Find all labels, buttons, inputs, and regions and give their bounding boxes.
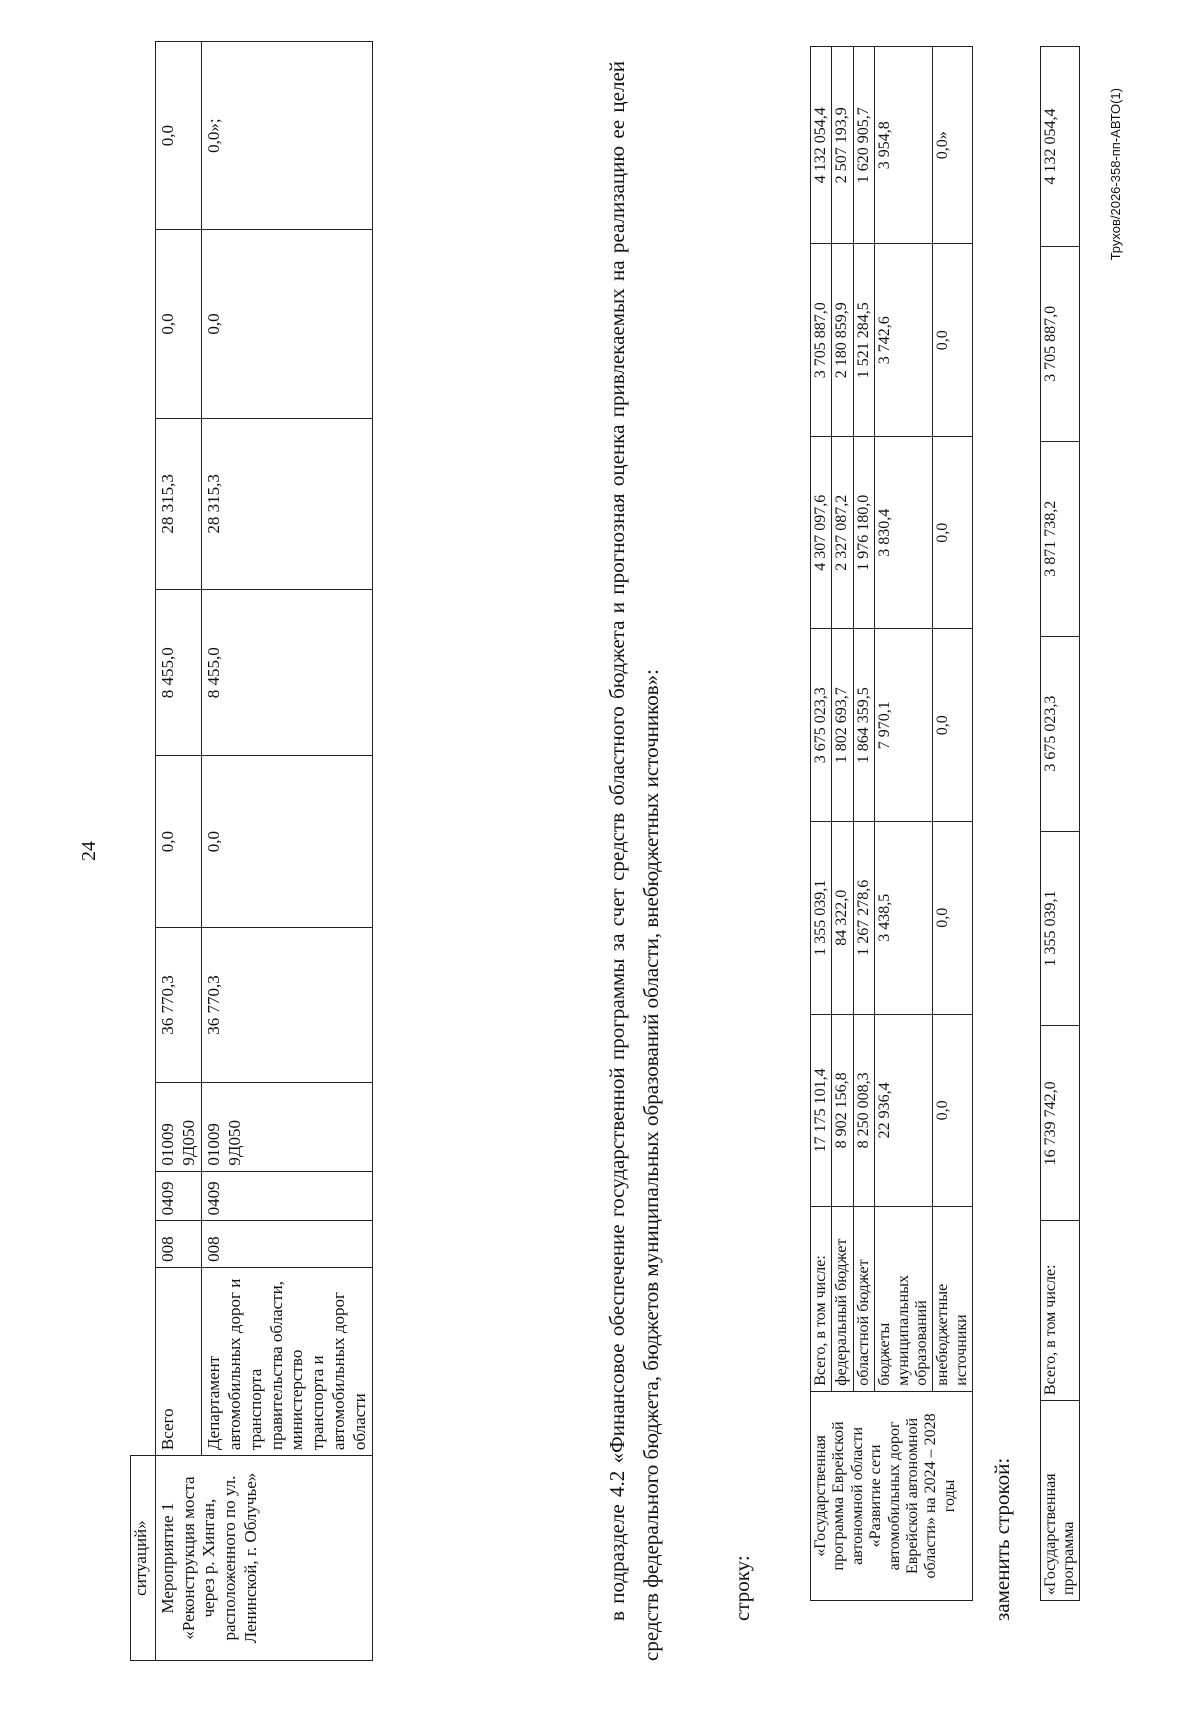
- value-cell: 4 307 097,6: [811, 436, 832, 629]
- csr-cell: 01009 9Д050: [156, 1082, 202, 1171]
- measures-table: [130, 41, 373, 1661]
- measure-title: Мероприятие 1: [158, 1502, 177, 1614]
- table-row: [202, 42, 373, 1661]
- rzpr-cell: 0409: [202, 1171, 373, 1221]
- value-cell: 0,0: [933, 629, 973, 822]
- value-cell: 17 175 101,4: [811, 1014, 832, 1207]
- source-cell: Всего, в том числе:: [1041, 1221, 1080, 1401]
- value-cell: 3 830,4: [875, 436, 933, 629]
- value-cell: 1 976 180,0: [853, 436, 874, 629]
- grbs-cell: 008: [156, 1221, 202, 1268]
- financing-table: [810, 46, 973, 1601]
- value-cell: 28 315,3: [156, 418, 202, 590]
- source-cell: областной бюджет: [853, 1207, 874, 1392]
- table-row: [811, 47, 832, 1601]
- value-cell: 4 132 054,4: [811, 47, 832, 244]
- value-cell: 0,0: [156, 230, 202, 418]
- value-cell: 28 315,3: [202, 418, 373, 590]
- row-label-replacement: заменить строкой:: [990, 1457, 1014, 1621]
- source-cell: Всего, в том числе:: [811, 1207, 832, 1392]
- table-row: [875, 47, 933, 1601]
- value-cell: 8 250 008,3: [853, 1014, 874, 1207]
- executor-cell: Департамент автомобильных дорог и транспорта правительства области, министерство транспорта и автомобильных дорог области: [202, 1267, 373, 1455]
- document-code: Трухов/2026-358-пп-АВТО(1): [1108, 88, 1123, 261]
- executor-cell: Всего: [156, 1267, 202, 1455]
- value-cell: 16 739 742,0: [1041, 1026, 1080, 1221]
- table-row: [1041, 47, 1080, 1601]
- value-cell: 3 438,5: [875, 822, 933, 1015]
- value-cell: 1 802 693,7: [832, 629, 853, 822]
- program-cell: «Государственная программа Еврейской автономной области «Развитие сети автомобильных дорог Еврейской автономной области» на 2024 – 2028 годы: [811, 1391, 973, 1600]
- table-row: [853, 47, 874, 1601]
- program-cell: «Государственная программа: [1041, 1401, 1080, 1601]
- value-cell: 7 970,1: [875, 629, 933, 822]
- table-row: [933, 47, 973, 1601]
- value-cell: 3 954,8: [875, 47, 933, 244]
- value-cell: 2 507 193,9: [832, 47, 853, 244]
- value-cell: 0,0: [202, 756, 373, 928]
- value-cell: 1 267 278,6: [853, 822, 874, 1015]
- value-cell: 1 355 039,1: [1041, 831, 1080, 1026]
- value-cell: 0,0: [933, 244, 973, 437]
- row-label-original: строку:: [730, 1555, 754, 1621]
- value-cell: 22 936,4: [875, 1014, 933, 1207]
- value-cell: 2 180 859,9: [832, 244, 853, 437]
- page-number: 24: [78, 841, 100, 861]
- value-cell: 0,0: [933, 436, 973, 629]
- table-row: [156, 42, 202, 1661]
- amendment-paragraph: в подразделе 4.2 «Финансовое обеспечение государственной программы за счет средств областного бюджета и прогнозная оценка привлекаемых на реализацию ее целей средств федерального бюджета, бюджетов муниципальных образований области, внебюджетных источников»:: [605, 61, 663, 1661]
- value-cell: 0,0: [156, 756, 202, 928]
- value-cell: 36 770,3: [202, 927, 373, 1082]
- measure-cell: [156, 1456, 373, 1661]
- value-cell: 36 770,3: [156, 927, 202, 1082]
- value-cell: 0,0: [933, 822, 973, 1015]
- value-cell: 4 132 054,4: [1041, 47, 1080, 247]
- value-cell: 3 675 023,3: [1041, 636, 1080, 831]
- csr-cell: 01009 9Д050: [202, 1082, 373, 1171]
- value-cell: 8 455,0: [202, 590, 373, 756]
- grbs-cell: 008: [202, 1221, 373, 1268]
- situation-row: [131, 42, 156, 1661]
- value-cell: 3 742,6: [875, 244, 933, 437]
- value-cell: 0,0: [202, 230, 373, 418]
- value-cell: 1 620 905,7: [853, 47, 874, 244]
- value-cell: 0,0»;: [202, 42, 373, 230]
- value-cell: 1 355 039,1: [811, 822, 832, 1015]
- value-cell: 8 455,0: [156, 590, 202, 756]
- value-cell: 0,0: [933, 1014, 973, 1207]
- source-cell: внебюджетные источники: [933, 1207, 973, 1392]
- rzpr-cell: 0409: [156, 1171, 202, 1221]
- value-cell: 1 864 359,5: [853, 629, 874, 822]
- value-cell: 1 521 284,5: [853, 244, 874, 437]
- source-cell: федеральный бюджет: [832, 1207, 853, 1392]
- value-cell: 0,0: [156, 42, 202, 230]
- value-cell: 3 705 887,0: [1041, 246, 1080, 441]
- source-cell: бюджеты муниципальных образований: [875, 1207, 933, 1392]
- value-cell: 3 675 023,3: [811, 629, 832, 822]
- value-cell: 8 902 156,8: [832, 1014, 853, 1207]
- value-cell: 3 705 887,0: [811, 244, 832, 437]
- situation-cell: ситуаций»: [131, 1456, 156, 1661]
- replacement-table: [1040, 46, 1080, 1601]
- measure-description: «Реконструкция моста через р. Хинган, расположенного по ул. Ленинской, г. Облучье»: [178, 1472, 260, 1644]
- value-cell: 0,0»: [933, 47, 973, 244]
- value-cell: 3 871 738,2: [1041, 441, 1080, 636]
- value-cell: 2 327 087,2: [832, 436, 853, 629]
- value-cell: 84 322,0: [832, 822, 853, 1015]
- table-row: [832, 47, 853, 1601]
